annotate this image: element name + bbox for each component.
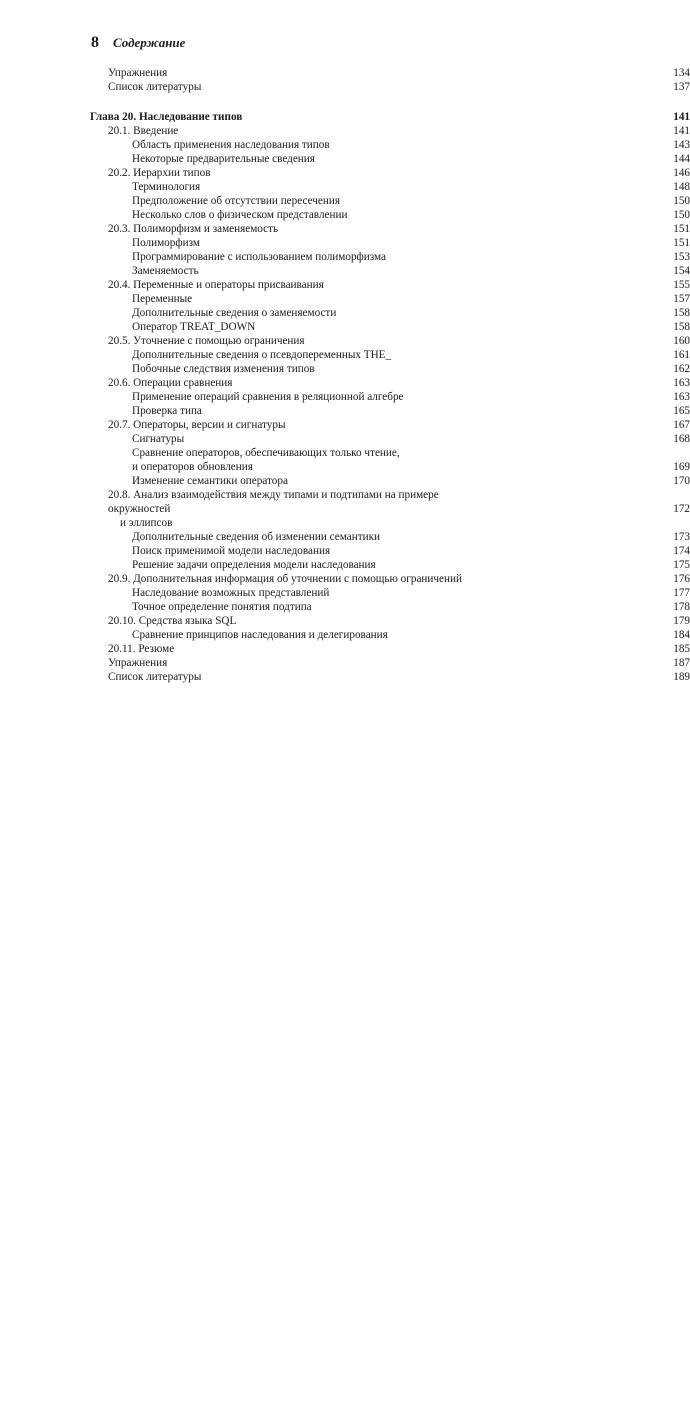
toc-entry-page: 143 (673, 139, 690, 151)
table-of-contents (90, 66, 690, 684)
toc-entry-title: Упражнения (108, 67, 168, 79)
toc-entry-page: 134 (673, 67, 690, 79)
toc-entry (90, 152, 690, 166)
toc-entry-title: Проверка типа (132, 405, 202, 417)
page-header (91, 34, 185, 52)
toc-entry (90, 376, 690, 390)
toc-entry-page: 172 (673, 503, 690, 515)
toc-entry (90, 124, 690, 138)
toc-entry (90, 348, 690, 362)
toc-entry-title: Область применения наследования типов (132, 139, 330, 151)
toc-entry-title: Полиморфизм (132, 237, 200, 249)
toc-entry-title-line: и операторов обновления (132, 461, 253, 473)
toc-entry-title: Дополнительные сведения о псевдопеременных THE_ (132, 349, 392, 361)
toc-entry-title-line: 20.8. Анализ взаимодействия между типами и подтипами на примере окружностей (108, 489, 439, 515)
toc-entry (90, 614, 690, 628)
toc-entry (90, 66, 690, 80)
toc-entry-page: 141 (673, 125, 690, 137)
toc-entry-page: 161 (673, 349, 690, 361)
toc-entry-page: 150 (673, 209, 690, 221)
toc-entry (90, 418, 690, 432)
toc-entry-page: 162 (673, 363, 690, 375)
toc-entry-title: 20.4. Переменные и операторы присваивания (108, 279, 324, 291)
toc-entry-page: 144 (673, 153, 690, 165)
toc-entry-title: 20.10. Средства языка SQL (108, 615, 237, 627)
toc-entry-title: Точное определение понятия подтипа (132, 601, 312, 613)
toc-entry-page: 173 (673, 531, 690, 543)
toc-entry-title: 20.9. Дополнительная информация об уточнении с помощью ограничений (108, 573, 462, 585)
toc-entry-page: 158 (673, 321, 690, 333)
chapter-title: Глава 20. Наследование типов (90, 111, 243, 123)
toc-entry-title: Побочные следствия изменения типов (132, 363, 315, 375)
running-title: Содержание (113, 35, 186, 50)
toc-entry-title: Упражнения (108, 657, 168, 669)
toc-entry-page: 165 (673, 405, 690, 417)
toc-entry-title: Решение задачи определения модели наследования (132, 559, 376, 571)
toc-entry-page: 163 (673, 391, 690, 403)
toc-entry-title-line: Сравнение операторов, обеспечивающих только чтение, (132, 447, 400, 459)
toc-entry-page: 174 (673, 545, 690, 557)
toc-entry-page: 157 (673, 293, 690, 305)
toc-entry (90, 208, 690, 222)
toc-entry-title: Поиск применимой модели наследования (132, 545, 331, 557)
toc-entry (90, 558, 690, 572)
toc-entry-title: Изменение семантики оператора (132, 475, 288, 487)
toc-entry (90, 544, 690, 558)
toc-entry (90, 334, 690, 348)
toc-entry (90, 222, 690, 236)
toc-entry-page: 169 (673, 461, 690, 473)
toc-entry (90, 530, 690, 544)
toc-entry-page: 187 (673, 657, 690, 669)
toc-entry (90, 600, 690, 614)
toc-entry (90, 306, 690, 320)
toc-entry (90, 656, 690, 670)
toc-entry (90, 404, 690, 418)
toc-chapter-heading (90, 110, 690, 124)
toc-entry (90, 586, 690, 600)
toc-entry (90, 474, 690, 488)
toc-entry-title: 20.2. Иерархии типов (108, 167, 211, 179)
toc-entry (90, 166, 690, 180)
toc-entry-title: Дополнительные сведения о заменяемости (132, 307, 337, 319)
toc-entry-title: Дополнительные сведения об изменении семантики (132, 531, 381, 543)
toc-entry (90, 264, 690, 278)
toc-entry-title: Программирование с использованием полиморфизма (132, 251, 387, 263)
toc-entry (90, 628, 690, 642)
toc-entry-page: 168 (673, 433, 690, 445)
toc-entry-page: 176 (673, 573, 690, 585)
toc-entry-title: 20.5. Уточнение с помощью ограничения (108, 335, 305, 347)
toc-entry (90, 390, 690, 404)
toc-entry-title: 20.7. Операторы, версии и сигнатуры (108, 419, 286, 431)
toc-entry-page: 163 (673, 377, 690, 389)
toc-entry-title: Предположение об отсутствии пересечения (132, 195, 340, 207)
toc-entry-page: 185 (673, 643, 690, 655)
toc-entry-page: 154 (673, 265, 690, 277)
toc-entry (90, 250, 690, 264)
toc-entry-title: Наследование возможных представлений (132, 587, 330, 599)
toc-entry-title: 20.1. Введение (108, 125, 179, 137)
toc-entry-title: Сигнатуры (132, 433, 185, 445)
toc-entry (90, 194, 690, 208)
toc-entry-page: 170 (673, 475, 690, 487)
toc-entry-page: 150 (673, 195, 690, 207)
toc-entry-title-line: и эллипсов (120, 517, 173, 529)
toc-entry-page: 160 (673, 335, 690, 347)
toc-entry-title: 20.6. Операции сравнения (108, 377, 233, 389)
toc-entry-page: 155 (673, 279, 690, 291)
toc-entry-page: 153 (673, 251, 690, 263)
toc-entry-page: 151 (673, 237, 690, 249)
toc-entry (90, 670, 690, 684)
toc-entry (90, 642, 690, 656)
toc-entry (90, 320, 690, 334)
toc-entry (90, 278, 690, 292)
toc-entry-title: Заменяемость (132, 265, 199, 277)
toc-entry (90, 432, 690, 446)
toc-entry-title: 20.11. Резюме (108, 643, 175, 655)
toc-entry (90, 362, 690, 376)
toc-entry-page: 179 (673, 615, 690, 627)
toc-entry-page: 151 (673, 223, 690, 235)
toc-entry (90, 446, 690, 474)
toc-entry-page: 146 (673, 167, 690, 179)
toc-entry-title: Терминология (132, 181, 201, 193)
toc-entry-page: 177 (673, 587, 690, 599)
toc-entry-page: 137 (673, 81, 690, 93)
chapter-page: 141 (673, 111, 690, 123)
toc-entry-title: Сравнение принципов наследования и делегирования (132, 629, 388, 641)
toc-entry-page: 175 (673, 559, 690, 571)
toc-entry-title: 20.3. Полиморфизм и заменяемость (108, 223, 279, 235)
toc-entry-page: 158 (673, 307, 690, 319)
toc-entry (90, 180, 690, 194)
toc-entry-page: 178 (673, 601, 690, 613)
toc-entry (90, 236, 690, 250)
toc-entry (90, 292, 690, 306)
toc-entry (90, 138, 690, 152)
toc-entry-title: Несколько слов о физическом представлении (132, 209, 348, 221)
toc-entry-title: Оператор TREAT_DOWN (132, 321, 256, 333)
toc-entry (90, 488, 690, 530)
toc-entry (90, 572, 690, 586)
toc-entry-title: Переменные (132, 293, 193, 305)
page-number: 8 (91, 34, 99, 51)
toc-entry-title: Список литературы (108, 671, 202, 683)
toc-entry-title: Список литературы (108, 81, 202, 93)
toc-entry-page: 148 (673, 181, 690, 193)
toc-entry-title: Применение операций сравнения в реляционной алгебре (132, 391, 404, 403)
toc-entry-page: 167 (673, 419, 690, 431)
toc-entry (90, 80, 690, 94)
toc-entry-page: 184 (673, 629, 690, 641)
toc-entry-title: Некоторые предварительные сведения (132, 153, 315, 165)
toc-entry-page: 189 (673, 671, 690, 683)
